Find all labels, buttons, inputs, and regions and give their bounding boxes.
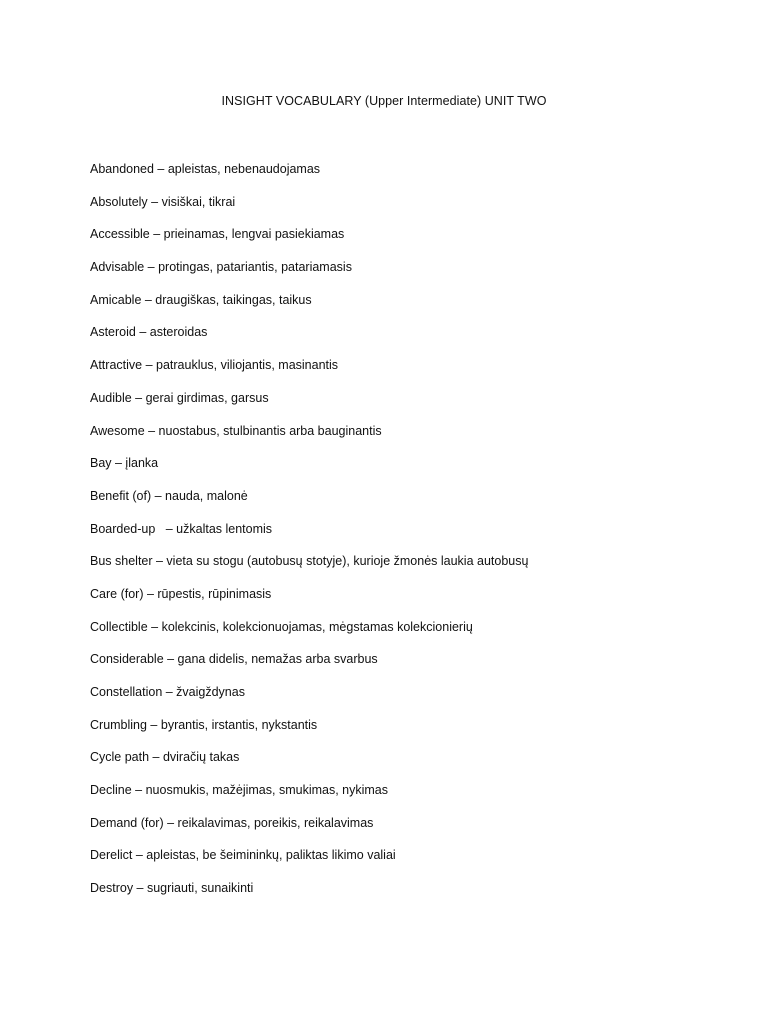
vocabulary-entry: Care (for) – rūpestis, rūpinimasis <box>90 586 272 601</box>
vocabulary-entry: Absolutely – visiškai, tikrai <box>90 194 236 209</box>
vocabulary-entry: Considerable – gana didelis, nemažas arba svarbus <box>90 652 378 667</box>
vocabulary-entry: Asteroid – asteroidas <box>90 325 208 340</box>
vocabulary-entry: Derelict – apleistas, be šeimininkų, paliktas likimo valiai <box>90 848 396 863</box>
vocabulary-entry: Advisable – protingas, patariantis, patariamasis <box>90 260 352 275</box>
vocabulary-entry: Collectible – kolekcinis, kolekcionuojamas, mėgstamas kolekcionierių <box>90 619 473 634</box>
vocabulary-entry: Decline – nuosmukis, mažėjimas, smukimas, nykimas <box>90 783 389 798</box>
vocabulary-entry: Awesome – nuostabus, stulbinantis arba bauginantis <box>90 423 382 438</box>
vocabulary-entry: Boarded-up – užkaltas lentomis <box>90 521 273 536</box>
vocabulary-entry: Destroy – sugriauti, sunaikinti <box>90 881 254 896</box>
document-title: INSIGHT VOCABULARY (Upper Intermediate) UNIT TWO <box>221 94 547 108</box>
vocabulary-entry: Benefit (of) – nauda, malonė <box>90 488 248 503</box>
vocabulary-entry: Cycle path – dviračių takas <box>90 750 240 765</box>
vocabulary-entry: Accessible – prieinamas, lengvai pasiekiamas <box>90 227 345 242</box>
vocabulary-entry: Audible – gerai girdimas, garsus <box>90 390 269 405</box>
vocabulary-entry: Bus shelter – vieta su stogu (autobusų stotyje), kurioje žmonės laukia autobusų <box>90 554 529 569</box>
vocabulary-entry: Bay – įlanka <box>90 456 159 471</box>
vocabulary-entry: Attractive – patrauklus, viliojantis, masinantis <box>90 358 339 373</box>
vocabulary-list <box>90 160 730 912</box>
vocabulary-entry: Abandoned – apleistas, nebenaudojamas <box>90 162 321 176</box>
vocabulary-entry: Amicable – draugiškas, taikingas, taikus <box>90 292 312 307</box>
vocabulary-entry: Constellation – žvaigždynas <box>90 685 245 699</box>
vocabulary-entry: Demand (for) – reikalavimas, poreikis, reikalavimas <box>90 815 374 830</box>
vocabulary-entry: Crumbling – byrantis, irstantis, nykstantis <box>90 717 318 732</box>
